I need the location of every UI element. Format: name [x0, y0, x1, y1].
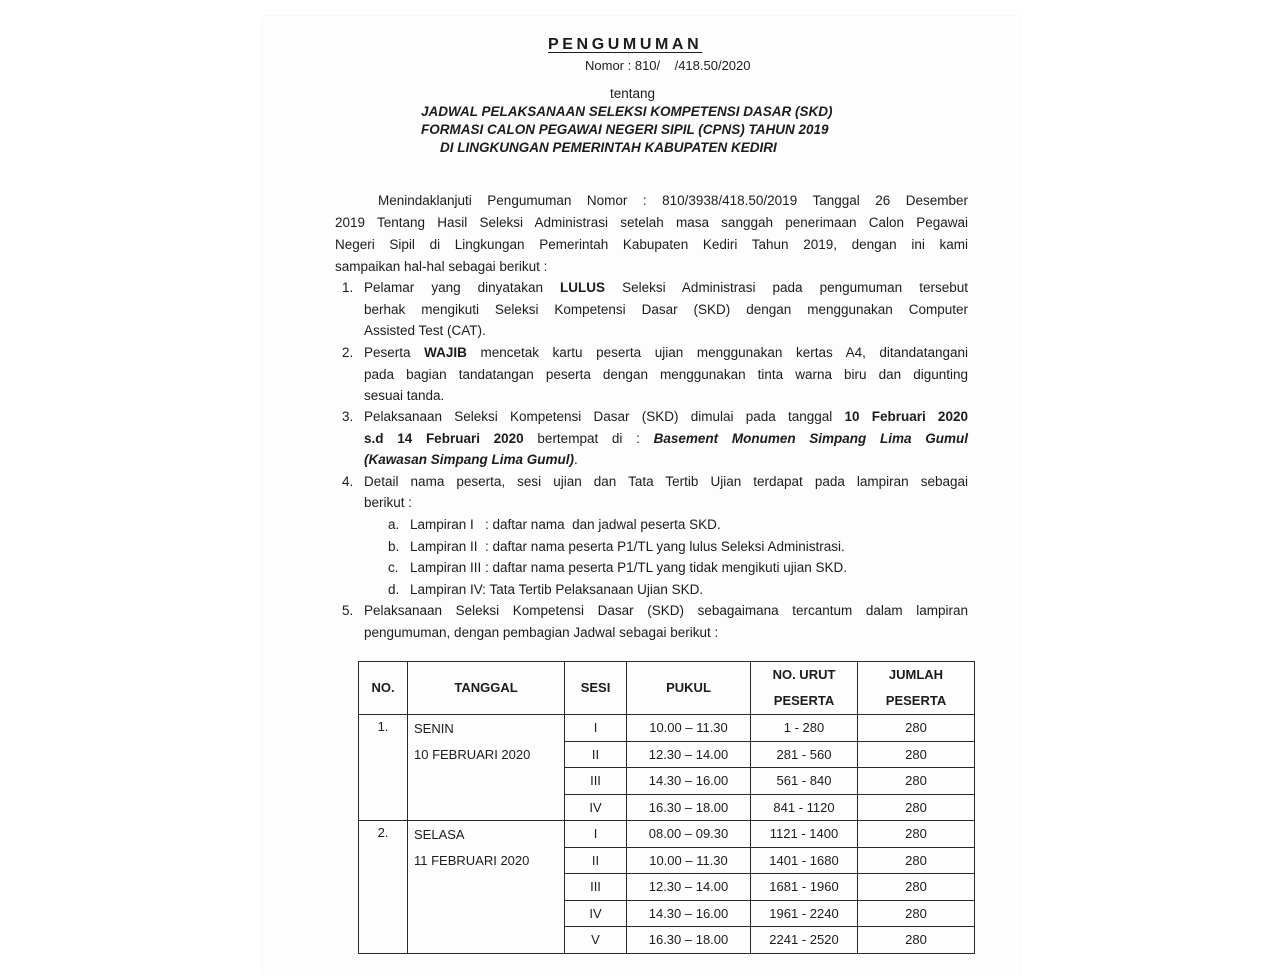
sesi-cell: V: [565, 927, 627, 954]
item-3-line-1: Pelaksanaan Seleksi Kompetensi Dasar (SKD) dimulai pada tanggal 10 Februari 2020: [364, 409, 968, 424]
pukul-cell: 16.30 – 18.00: [627, 794, 751, 821]
pukul-cell: 14.30 – 16.00: [627, 900, 751, 927]
subject-line-1: JADWAL PELAKSANAAN SELEKSI KOMPETENSI DASAR (SKD): [421, 104, 833, 119]
header-jumlah: JUMLAH PESERTA: [858, 662, 975, 715]
attachment-b-letter: b.: [388, 539, 400, 554]
subject-line-3: DI LINGKUNGAN PEMERINTAH KABUPATEN KEDIRI: [440, 140, 777, 155]
group-1-date: SENIN 10 FEBRUARI 2020: [408, 715, 565, 821]
intro-line-3: Negeri Sipil di Lingkungan Pemerintah Kabupaten Kediri Tahun 2019, dengan ini kami: [335, 237, 968, 252]
urut-cell: 1401 - 1680: [751, 847, 858, 874]
intro-line-4: sampaikan hal-hal sebagai berikut :: [335, 259, 548, 274]
jumlah-cell: 280: [858, 741, 975, 768]
intro-line-1: Menindaklanjuti Pengumuman Nomor : 810/3938/418.50/2019 Tanggal 26 Desember: [378, 193, 968, 208]
jumlah-cell: 280: [858, 874, 975, 901]
header-no: NO.: [359, 662, 408, 715]
page-title: PENGUMUMAN: [548, 36, 703, 53]
schedule-table: [358, 661, 975, 954]
item-2-line-1: Peserta WAJIB mencetak kartu peserta ujian menggunakan kertas A4, ditandatangani: [364, 345, 968, 360]
subject-line-2: FORMASI CALON PEGAWAI NEGERI SIPIL (CPNS) TAHUN 2019: [421, 122, 829, 137]
header-pukul: PUKUL: [627, 662, 751, 715]
jumlah-cell: 280: [858, 927, 975, 954]
pukul-cell: 16.30 – 18.00: [627, 927, 751, 954]
attachment-d-text: Lampiran IV: Tata Tertib Pelaksanaan Ujian SKD.: [410, 582, 704, 597]
item-1-line-3: Assisted Test (CAT).: [364, 323, 486, 338]
urut-cell: 281 - 560: [751, 741, 858, 768]
jumlah-cell: 280: [858, 768, 975, 795]
item-2-line-2: pada bagian tandatangan peserta dengan menggunakan tinta warna biru dan digunting: [364, 367, 968, 382]
group-2-date: SELASA 11 FEBRUARI 2020: [408, 821, 565, 954]
table-row: [359, 715, 975, 742]
item-3-line-2: s.d 14 Februari 2020 bertempat di : Basement Monumen Simpang Lima Gumul: [364, 431, 968, 446]
item-5-number: 5.: [342, 603, 354, 618]
jumlah-cell: 280: [858, 847, 975, 874]
jumlah-cell: 280: [858, 821, 975, 848]
sesi-cell: III: [565, 768, 627, 795]
item-4-line-1: Detail nama peserta, sesi ujian dan Tata Tertib Ujian terdapat pada lampiran sebagai: [364, 474, 968, 489]
header-no-urut: NO. URUT PESERTA: [751, 662, 858, 715]
urut-cell: 1 - 280: [751, 715, 858, 742]
attachment-c-letter: c.: [388, 560, 399, 575]
sesi-cell: IV: [565, 900, 627, 927]
sesi-cell: I: [565, 821, 627, 848]
sesi-cell: III: [565, 874, 627, 901]
pukul-cell: 10.00 – 11.30: [627, 715, 751, 742]
urut-cell: 1681 - 1960: [751, 874, 858, 901]
jumlah-cell: 280: [858, 900, 975, 927]
pukul-cell: 10.00 – 11.30: [627, 847, 751, 874]
item-1-line-1: Pelamar yang dinyatakan LULUS Seleksi Administrasi pada pengumuman tersebut: [364, 280, 968, 295]
attachment-a-text: Lampiran I : daftar nama dan jadwal peserta SKD.: [410, 517, 721, 532]
pukul-cell: 14.30 – 16.00: [627, 768, 751, 795]
group-2-number: 2.: [359, 821, 408, 954]
jumlah-cell: 280: [858, 794, 975, 821]
urut-cell: 2241 - 2520: [751, 927, 858, 954]
urut-cell: 561 - 840: [751, 768, 858, 795]
urut-cell: 841 - 1120: [751, 794, 858, 821]
group-1-number: 1.: [359, 715, 408, 821]
table-header-row: [359, 662, 975, 715]
sesi-cell: II: [565, 741, 627, 768]
item-5-line-2: pengumuman, dengan pembagian Jadwal sebagai berikut :: [364, 625, 719, 640]
item-1-number: 1.: [342, 280, 354, 295]
item-1-line-2: berhak mengikuti Seleksi Kompetensi Dasar (SKD) dengan menggunakan Computer: [364, 302, 968, 317]
sesi-cell: IV: [565, 794, 627, 821]
urut-cell: 1121 - 1400: [751, 821, 858, 848]
letter-number: Nomor : 810/ /418.50/2020: [585, 58, 751, 73]
jumlah-cell: 280: [858, 715, 975, 742]
item-5-line-1: Pelaksanaan Seleksi Kompetensi Dasar (SKD) sebagaimana tercantum dalam lampiran: [364, 603, 968, 618]
about-label: tentang: [610, 86, 656, 101]
header-tanggal: TANGGAL: [408, 662, 565, 715]
pukul-cell: 12.30 – 14.00: [627, 741, 751, 768]
sesi-cell: II: [565, 847, 627, 874]
header-sesi: SESI: [565, 662, 627, 715]
urut-cell: 1961 - 2240: [751, 900, 858, 927]
item-3-number: 3.: [342, 409, 354, 424]
attachment-b-text: Lampiran II : daftar nama peserta P1/TL yang lulus Seleksi Administrasi.: [410, 539, 845, 554]
attachment-c-text: Lampiran III : daftar nama peserta P1/TL yang tidak mengikuti ujian SKD.: [410, 560, 847, 575]
sesi-cell: I: [565, 715, 627, 742]
item-4-number: 4.: [342, 474, 354, 489]
item-2-number: 2.: [342, 345, 354, 360]
attachment-a-letter: a.: [388, 517, 400, 532]
pukul-cell: 12.30 – 14.00: [627, 874, 751, 901]
pukul-cell: 08.00 – 09.30: [627, 821, 751, 848]
attachment-d-letter: d.: [388, 582, 400, 597]
item-3-line-3: (Kawasan Simpang Lima Gumul).: [364, 452, 578, 467]
item-4-line-2: berikut :: [364, 495, 413, 510]
intro-line-2: 2019 Tentang Hasil Seleksi Administrasi setelah masa sanggah penerimaan Calon Pegawai: [335, 215, 968, 230]
table-row: [359, 821, 975, 848]
item-2-line-3: sesuai tanda.: [364, 388, 445, 403]
